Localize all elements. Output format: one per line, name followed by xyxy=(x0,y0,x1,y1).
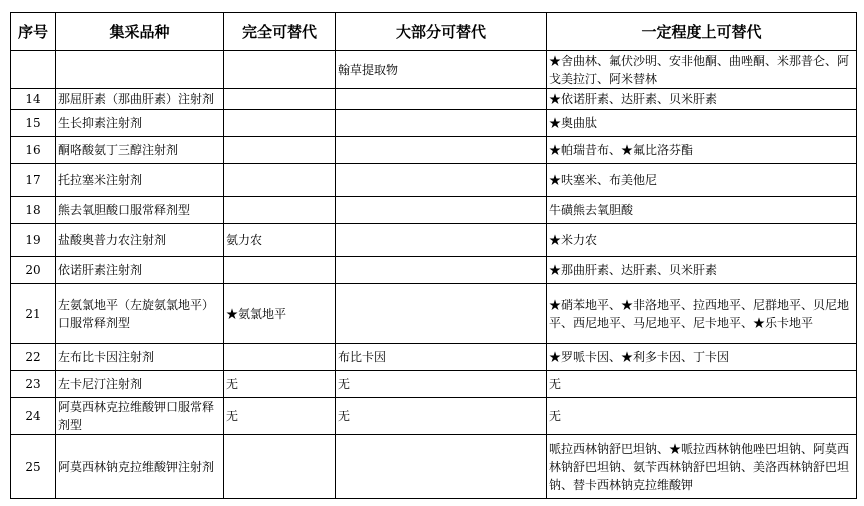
cell-fully-substitutable xyxy=(224,344,336,371)
cell-index xyxy=(11,51,56,89)
cell-index: 21 xyxy=(11,284,56,344)
table-header-row xyxy=(11,13,857,51)
table-row xyxy=(11,224,857,257)
cell-mostly-substitutable xyxy=(336,224,547,257)
cell-procured-drug xyxy=(56,51,224,89)
cell-procured-drug: 阿莫西林钠克拉维酸钾注射剂 xyxy=(56,435,224,499)
table-row xyxy=(11,284,857,344)
cell-procured-drug: 盐酸奥普力农注射剂 xyxy=(56,224,224,257)
cell-procured-drug: 熊去氧胆酸口服常释剂型 xyxy=(56,197,224,224)
cell-procured-drug: 酮咯酸氨丁三醇注射剂 xyxy=(56,137,224,164)
cell-fully-substitutable: 无 xyxy=(224,371,336,398)
cell-partially-substitutable: ★依诺肝素、达肝素、贝米肝素 xyxy=(547,89,857,110)
cell-procured-drug: 生长抑素注射剂 xyxy=(56,110,224,137)
cell-index: 24 xyxy=(11,398,56,435)
cell-mostly-substitutable xyxy=(336,197,547,224)
cell-fully-substitutable: 氨力农 xyxy=(224,224,336,257)
header-partially-substitutable: 一定程度上可替代 xyxy=(547,13,857,51)
cell-index: 19 xyxy=(11,224,56,257)
cell-partially-substitutable: ★舍曲林、氟伏沙明、安非他酮、曲唑酮、米那普仑、阿戈美拉汀、阿米替林 xyxy=(547,51,857,89)
cell-mostly-substitutable xyxy=(336,137,547,164)
header-fully-substitutable: 完全可替代 xyxy=(224,13,336,51)
cell-fully-substitutable xyxy=(224,137,336,164)
cell-mostly-substitutable: 布比卡因 xyxy=(336,344,547,371)
cell-partially-substitutable: ★帕瑞昔布、★氟比洛芬酯 xyxy=(547,137,857,164)
cell-mostly-substitutable xyxy=(336,257,547,284)
cell-fully-substitutable: 无 xyxy=(224,398,336,435)
table-row xyxy=(11,137,857,164)
cell-fully-substitutable xyxy=(224,89,336,110)
table-row xyxy=(11,197,857,224)
cell-mostly-substitutable xyxy=(336,164,547,197)
cell-index: 22 xyxy=(11,344,56,371)
cell-partially-substitutable: ★奥曲肽 xyxy=(547,110,857,137)
cell-mostly-substitutable: 无 xyxy=(336,398,547,435)
cell-fully-substitutable xyxy=(224,164,336,197)
cell-partially-substitutable: 牛磺熊去氧胆酸 xyxy=(547,197,857,224)
cell-fully-substitutable xyxy=(224,51,336,89)
cell-mostly-substitutable xyxy=(336,435,547,499)
drug-substitution-table xyxy=(10,12,857,499)
cell-index: 25 xyxy=(11,435,56,499)
cell-index: 20 xyxy=(11,257,56,284)
cell-fully-substitutable xyxy=(224,197,336,224)
table-row xyxy=(11,51,857,89)
table-row xyxy=(11,398,857,435)
table-row xyxy=(11,257,857,284)
cell-index: 17 xyxy=(11,164,56,197)
cell-mostly-substitutable xyxy=(336,284,547,344)
cell-index: 15 xyxy=(11,110,56,137)
table-row xyxy=(11,110,857,137)
cell-index: 18 xyxy=(11,197,56,224)
cell-fully-substitutable xyxy=(224,257,336,284)
cell-procured-drug: 那屈肝素（那曲肝素）注射剂 xyxy=(56,89,224,110)
cell-mostly-substitutable: 翰草提取物 xyxy=(336,51,547,89)
cell-mostly-substitutable xyxy=(336,110,547,137)
cell-partially-substitutable: ★呋塞米、布美他尼 xyxy=(547,164,857,197)
table-body xyxy=(11,51,857,499)
table-row xyxy=(11,89,857,110)
header-procured-drug: 集采品种 xyxy=(56,13,224,51)
cell-procured-drug: 依诺肝素注射剂 xyxy=(56,257,224,284)
table-row xyxy=(11,164,857,197)
cell-fully-substitutable xyxy=(224,435,336,499)
cell-index: 23 xyxy=(11,371,56,398)
cell-mostly-substitutable xyxy=(336,89,547,110)
header-mostly-substitutable: 大部分可替代 xyxy=(336,13,547,51)
cell-procured-drug: 左氨氯地平（左旋氨氯地平）口服常释剂型 xyxy=(56,284,224,344)
cell-partially-substitutable: ★那曲肝素、达肝素、贝米肝素 xyxy=(547,257,857,284)
cell-partially-substitutable: ★硝苯地平、★非洛地平、拉西地平、尼群地平、贝尼地平、西尼地平、马尼地平、尼卡地平、★乐卡地平 xyxy=(547,284,857,344)
cell-index: 16 xyxy=(11,137,56,164)
cell-partially-substitutable: 无 xyxy=(547,371,857,398)
drug-substitution-table-container xyxy=(10,12,857,499)
cell-procured-drug: 左布比卡因注射剂 xyxy=(56,344,224,371)
table-row xyxy=(11,435,857,499)
cell-procured-drug: 左卡尼汀注射剂 xyxy=(56,371,224,398)
cell-procured-drug: 托拉塞米注射剂 xyxy=(56,164,224,197)
cell-partially-substitutable: ★罗哌卡因、★利多卡因、丁卡因 xyxy=(547,344,857,371)
table-row xyxy=(11,371,857,398)
header-index: 序号 xyxy=(11,13,56,51)
cell-partially-substitutable: ★米力农 xyxy=(547,224,857,257)
cell-fully-substitutable: ★氨氯地平 xyxy=(224,284,336,344)
cell-mostly-substitutable: 无 xyxy=(336,371,547,398)
cell-partially-substitutable: 无 xyxy=(547,398,857,435)
cell-partially-substitutable: 哌拉西林钠舒巴坦钠、★哌拉西林钠他唑巴坦钠、阿莫西林钠舒巴坦钠、氨苄西林钠舒巴坦钠、美洛西林钠舒巴坦钠、替卡西林钠克拉维酸钾 xyxy=(547,435,857,499)
cell-index: 14 xyxy=(11,89,56,110)
table-row xyxy=(11,344,857,371)
cell-fully-substitutable xyxy=(224,110,336,137)
cell-procured-drug: 阿莫西林克拉维酸钾口服常释剂型 xyxy=(56,398,224,435)
